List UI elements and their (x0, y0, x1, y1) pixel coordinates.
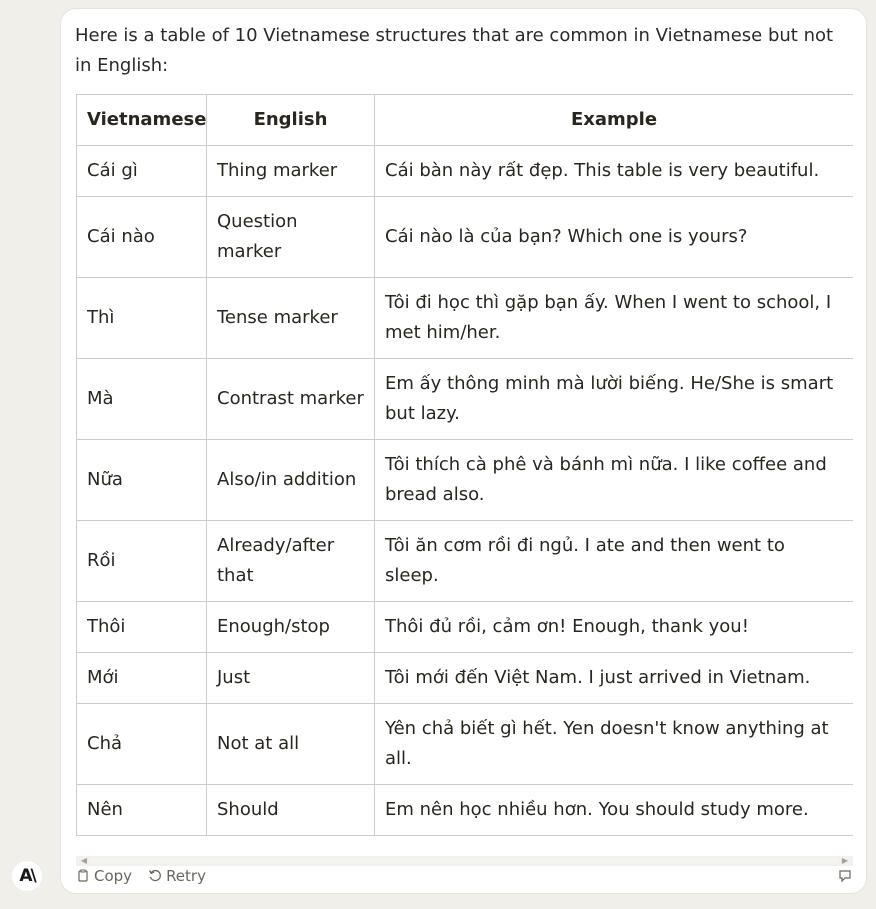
cell-vietnamese: Mới (77, 653, 207, 704)
assistant-avatar (12, 861, 42, 891)
copy-label: Copy (94, 867, 133, 885)
table-row (77, 359, 854, 440)
cell-english: Just (207, 653, 375, 704)
retry-button[interactable] (148, 867, 206, 885)
table-row (77, 197, 854, 278)
cell-english: Not at all (207, 704, 375, 785)
table-row (77, 704, 854, 785)
scrollbar-thumb[interactable] (90, 858, 839, 864)
cell-example: Thôi đủ rồi, cảm ơn! Enough, thank you! (375, 602, 854, 653)
cell-vietnamese: Cái nào (77, 197, 207, 278)
cell-english: Tense marker (207, 278, 375, 359)
flag-icon[interactable] (838, 869, 852, 883)
table-row (77, 440, 854, 521)
header-example: Example (375, 95, 854, 146)
cell-english: Contrast marker (207, 359, 375, 440)
message-actions (76, 865, 206, 887)
table-row (77, 653, 854, 704)
retry-label: Retry (166, 867, 206, 885)
structures-table (76, 94, 853, 836)
table-header-row (77, 95, 854, 146)
intro-text: Here is a table of 10 Vietnamese structures that are common in Vietnamese but not in English: (75, 25, 834, 76)
message-card (60, 8, 867, 894)
cell-example: Cái bàn này rất đẹp. This table is very beautiful. (375, 146, 854, 197)
cell-vietnamese: Thì (77, 278, 207, 359)
cell-example: Cái nào là của bạn? Which one is yours? (375, 197, 854, 278)
cell-example: Tôi mới đến Việt Nam. I just arrived in Vietnam. (375, 653, 854, 704)
cell-english: Should (207, 785, 375, 836)
table-container[interactable] (76, 94, 853, 856)
table-row (77, 521, 854, 602)
cell-vietnamese: Cái gì (77, 146, 207, 197)
table-row (77, 785, 854, 836)
assistant-logo: A\ (19, 866, 35, 886)
cell-vietnamese: Mà (77, 359, 207, 440)
cell-example: Tôi ăn cơm rồi đi ngủ. I ate and then went to sleep. (375, 521, 854, 602)
scroll-right-arrow-icon[interactable]: ▶ (841, 856, 849, 865)
cell-vietnamese: Chả (77, 704, 207, 785)
cell-vietnamese: Thôi (77, 602, 207, 653)
header-vietnamese: Vietnamese (77, 95, 207, 146)
retry-icon (148, 869, 162, 883)
table-row (77, 602, 854, 653)
cell-example: Tôi đi học thì gặp bạn ấy. When I went to school, I met him/her. (375, 278, 854, 359)
cell-vietnamese: Rồi (77, 521, 207, 602)
cell-english: Question marker (207, 197, 375, 278)
cell-example: Tôi thích cà phê và bánh mì nữa. I like coffee and bread also. (375, 440, 854, 521)
header-english: English (207, 95, 375, 146)
table-row (77, 278, 854, 359)
cell-english: Enough/stop (207, 602, 375, 653)
table-row (77, 146, 854, 197)
cell-example: Em ấy thông minh mà lười biếng. He/She is smart but lazy. (375, 359, 854, 440)
cell-vietnamese: Nên (77, 785, 207, 836)
scroll-left-arrow-icon[interactable]: ◀ (80, 856, 88, 865)
cell-vietnamese: Nữa (77, 440, 207, 521)
cell-english: Also/in addition (207, 440, 375, 521)
cell-example: Yên chả biết gì hết. Yen doesn't know anything at all. (375, 704, 854, 785)
cell-english: Already/after that (207, 521, 375, 602)
cell-example: Em nên học nhiều hơn. You should study more. (375, 785, 854, 836)
cell-english: Thing marker (207, 146, 375, 197)
copy-button[interactable] (76, 867, 132, 885)
copy-icon (76, 869, 90, 883)
